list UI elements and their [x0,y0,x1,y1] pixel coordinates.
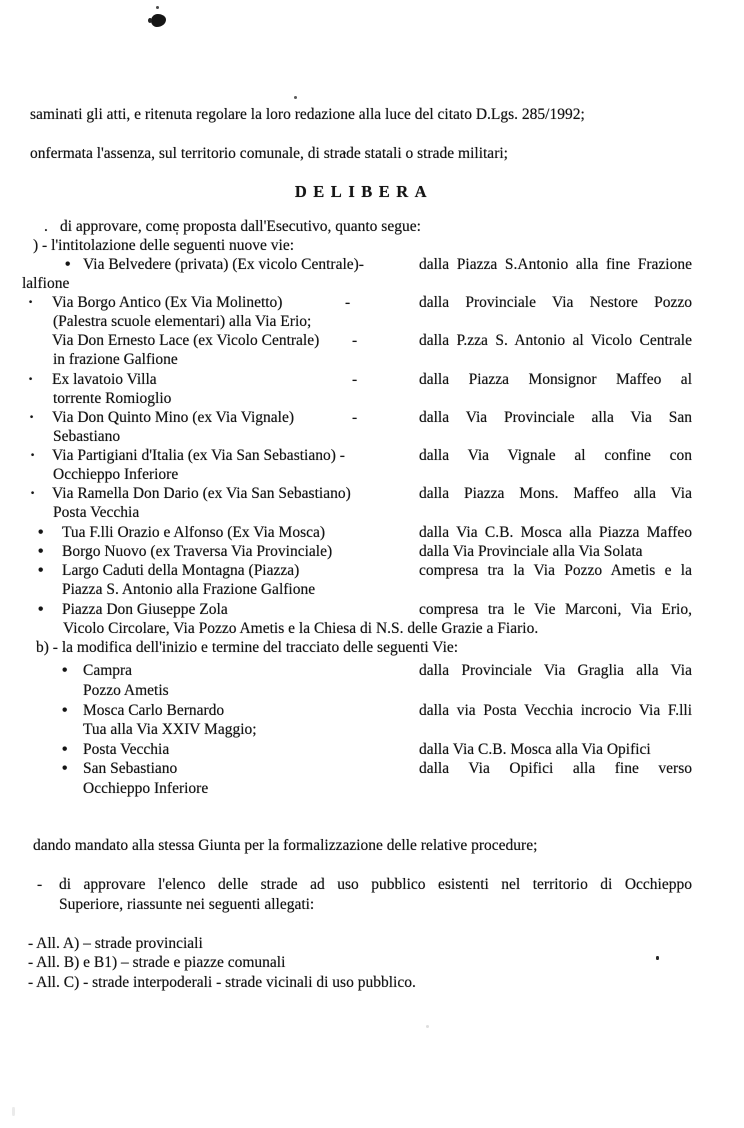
bullet-icon: • [62,702,68,719]
street-row [0,408,744,428]
list-marker: - [37,876,43,893]
street-route: dalla Via Provinciale alla Via San [419,409,692,426]
street-name: Via Don Quinto Mino (ex Via Vignale) [52,409,295,426]
street-route: dalla Via Provinciale alla Via Solata [419,543,643,560]
street-route: dalla Via C.B. Mosca alla Piazza Maffeo [419,524,692,541]
bullet-icon: · [28,371,34,388]
street-row [0,759,744,779]
street-route-continuation: Vicolo Circolare, Via Pozzo Ametis e la Chiesa di N.S. delle Grazie a Fiario. [63,620,539,637]
bullet-icon: • [38,601,44,618]
bullet-icon: · [30,485,36,502]
street-name: Largo Caduti della Montagna (Piazza) [62,562,300,579]
street-row [0,370,744,390]
street-name: Mosca Carlo Bernardo [83,702,225,719]
street-name: Posta Vecchia [83,741,170,758]
dash-separator: - [352,332,358,349]
attachment-line-a: - All. A) – strade provinciali [28,935,203,952]
street-name-continuation: in frazione Galfione [53,351,178,368]
approve-list-line2: Superiore, riassunte nei seguenti allegati: [59,896,315,913]
street-name-continuation: Occhieppo Inferiore [53,466,179,483]
scan-artifact [12,1107,15,1116]
ink-speck [656,956,659,960]
street-name: Via Don Ernesto Lace (ex Vicolo Centrale) [52,332,320,349]
list-marker: . [44,218,48,235]
street-route: dalla P.zza S. Antonio al Vicolo Centrale [419,332,692,349]
street-name-continuation: Occhieppo Inferiore [83,780,209,797]
street-name: Via Belvedere (privata) (Ex vicolo Centrale)- [83,256,364,273]
approval-line [0,217,744,237]
street-name-continuation: (Palestra scuole elementari) alla Via Erio; [53,313,312,330]
street-row [0,740,744,760]
street-row [0,293,744,313]
street-route: dalla Piazza Monsignor Maffeo al [419,371,692,388]
street-row [0,331,744,351]
bullet-icon: • [38,562,44,579]
street-name: Piazza Don Giuseppe Zola [62,601,228,618]
street-route: dalla Via Vignale al confine con [419,447,692,464]
street-row [0,542,744,562]
dash-separator: - [345,294,351,311]
paragraph-premise-2: onfermata l'assenza, sul territorio comunale, di strade statali o strade militari; [30,145,508,162]
street-name: Campra [83,662,133,679]
street-row [0,600,744,620]
approve-list-line1: di approvare l'elenco delle strade ad uso pubblico esistenti nel territorio di Occhieppo [59,876,692,893]
street-row [0,561,744,581]
street-route: dalla Piazza Mons. Maffeo alla Via [419,485,692,502]
paragraph-premise-1: saminati gli atti, e ritenuta regolare la loro redazione alla luce del citato D.Lgs. 285/1992; [30,106,585,123]
section-b-label: b) - la modifica dell'inizio e termine del tracciato delle seguenti Vie: [36,639,459,656]
approval-text: di approvare, come proposta dall'Esecutivo, quanto segue: [60,218,421,235]
mandate-paragraph: dando mandato alla stessa Giunta per la formalizzazione delle relative procedure; [33,837,538,854]
bullet-icon: • [62,662,68,679]
street-name: Ex lavatoio Villa [52,371,157,388]
dash-separator: - [352,371,358,388]
scan-artifact [426,1025,429,1028]
section-a-label: ) - l'intitolazione delle seguenti nuove vie: [33,237,295,254]
street-row [0,523,744,543]
bullet-icon: • [62,760,68,777]
street-row [0,255,744,275]
bullet-icon: · [29,409,35,426]
attachment-line-b: - All. B) e B1) – strade e piazze comunali [28,954,286,971]
approve-list-paragraph [0,875,744,895]
street-route: dalla via Posta Vecchia incrocio Via F.lli [419,702,692,719]
ink-speck [294,96,297,99]
bullet-icon: • [38,543,44,560]
street-row [0,446,744,466]
street-route: compresa tra le Vie Marconi, Via Erio, [419,601,692,618]
street-name: Tua F.lli Orazio e Alfonso (Ex Via Mosca) [62,524,326,541]
street-route: compresa tra la Via Pozzo Ametis e la [419,562,692,579]
delibera-heading: DELIBERA [294,182,434,201]
bullet-icon: · [28,294,34,311]
street-name: Via Partigiani d'Italia (ex Via San Sebastiano) - [52,447,345,464]
street-name: Via Ramella Don Dario (ex Via San Sebastiano) [52,485,351,502]
street-name-continuation: Sebastiano [53,428,121,445]
bullet-icon: · [30,447,36,464]
bullet-icon: • [38,524,44,541]
street-name: San Sebastiano [83,760,178,777]
street-name-continuation: torrente Romioglio [53,390,172,407]
bullet-icon: • [65,256,71,273]
street-name-overflow: lalfione [22,275,70,292]
street-name: Borgo Nuovo (ex Traversa Via Provinciale) [62,543,333,560]
street-name-continuation: Piazza S. Antonio alla Frazione Galfione [62,581,316,598]
street-route: dalla Via Opifici alla fine verso [419,760,692,777]
dash-separator: - [352,409,358,426]
street-route: dalla Piazza S.Antonio alla fine Frazione [419,256,692,273]
street-row [0,484,744,504]
street-name-continuation: Posta Vecchia [53,504,140,521]
street-route: dalla Via C.B. Mosca alla Via Opifici [419,741,651,758]
street-row [0,661,744,681]
attachment-line-c: - All. C) - strade interpoderali - strade vicinali di uso pubblico. [28,974,416,991]
street-name: Via Borgo Antico (Ex Via Molinetto) [52,294,283,311]
ink-smudge [151,14,166,27]
street-route: dalla Provinciale Via Nestore Pozzo [419,294,692,311]
street-route: dalla Provinciale Via Graglia alla Via [419,662,692,679]
street-name-continuation: Tua alla Via XXIV Maggio; [83,721,257,738]
street-name-continuation: Pozzo Ametis [83,682,169,699]
bullet-icon: • [62,741,68,758]
street-row [0,701,744,721]
